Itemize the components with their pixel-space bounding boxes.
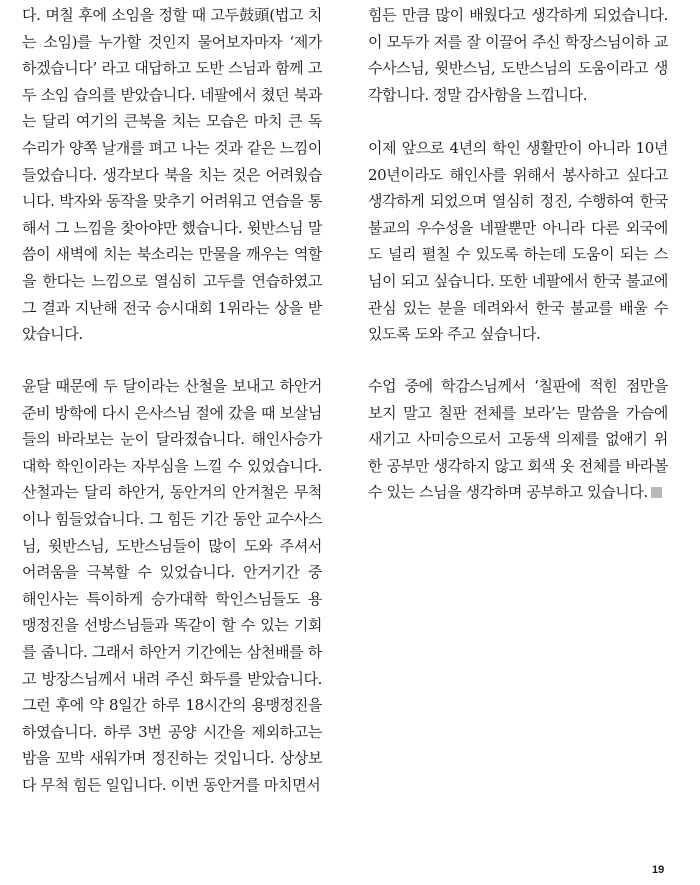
text-line: 힘든 만큼 많이 배웠다고 생각하게 되었습니다.: [368, 6, 668, 24]
right-paragraph-1: [368, 2, 668, 108]
text-line: 씀이 새벽에 치는 북소리는 만물을 깨우는 역할: [22, 245, 322, 264]
text-line: 수 있는 스님을 생각하며 공부하고 있습니다.: [368, 479, 668, 506]
text-line: 도 널리 펼칠 수 있도록 하는데 도움이 되는 스: [368, 245, 668, 264]
text-line: 다 무척 힘든 일입니다. 이번 동안거를 마치면서: [22, 775, 321, 794]
text-line: 준비 방학에 다시 은사스님 절에 갔을 때 보살님: [22, 403, 322, 422]
right-paragraph-2: [368, 135, 668, 348]
text-line: 맹정진을 선방스님들과 똑같이 할 수 있는 기회: [22, 616, 322, 635]
right-paragraph-3: [368, 373, 668, 506]
text-line: 이제 앞으로 4년의 학인 생활만이 아니라 10년: [368, 139, 668, 157]
text-line: 두 소임 습의를 받았습니다. 네팔에서 쳤던 북과: [22, 85, 322, 104]
text-line: 산철과는 달리 하안거, 동안거의 안거철은 무척: [22, 483, 322, 502]
text-line: 들의 바라보는 눈이 달라졌습니다. 해인사승가: [22, 430, 322, 449]
text-line: 20년이라도 해인사를 위해서 봉사하고 싶다고: [368, 165, 668, 184]
text-line: 수사스님, 윗반스님, 도반스님의 도움이라고 생: [368, 59, 668, 78]
text-line: 수리가 양쪽 날개를 펴고 나는 것과 같은 느낌이: [22, 138, 322, 157]
text-line: 윤달 때문에 두 달이라는 산철을 보내고 하안거: [22, 377, 322, 395]
text-line: 한 공부만 생각하지 않고 회색 옷 전체를 바라볼: [368, 456, 668, 475]
text-line: 하였습니다. 하루 3번 공양 시간을 제외하고는: [22, 722, 322, 741]
text-line: 새기고 사미승으로서 고동색 의제를 없애기 위: [368, 430, 668, 449]
text-line: 밤을 꼬박 새워가며 정진하는 것입니다. 상상보: [22, 749, 322, 768]
text-line: 수업 중에 학감스님께서 ‘칠판에 적힌 점만을: [368, 377, 668, 395]
left-paragraph-1: [22, 2, 322, 348]
text-line: 해인사는 특이하게 승가대학 학인스님들도 용: [22, 589, 322, 608]
left-paragraph-2: [22, 373, 322, 799]
text-line: 님이 되고 싶습니다. 또한 네팔에서 한국 불교에: [368, 271, 668, 290]
text-line: 각합니다. 정말 감사함을 느낍니다.: [368, 85, 588, 104]
text-line: 해서 그 느낌을 찾아야만 했습니다. 윗반스님 말: [22, 218, 322, 237]
text-line: 대학 학인이라는 자부심을 느낄 수 있었습니다.: [22, 456, 322, 475]
text-line: 하겠습니다’ 라고 대답하고 도반 스님과 함께 고: [22, 59, 322, 78]
text-line: 들었습니다. 생각보다 북을 치는 것은 어려웠습: [22, 165, 322, 184]
text-line: 그런 후에 약 8일간 하루 18시간의 용맹정진을: [22, 696, 322, 715]
text-line: 어려움을 극복할 수 있었습니다. 안거기간 중: [22, 563, 322, 582]
text-line: 를 줍니다. 그래서 하안거 기간에는 삼천배를 하: [22, 642, 322, 661]
text-line: 이 모두가 저를 잘 이끌어 주신 학장스님이하 교: [368, 32, 668, 51]
end-of-article-mark: [651, 487, 662, 498]
text-line: 니다. 박자와 동작을 맞추기 어려워고 연습을 통: [22, 192, 322, 211]
text-line: 보지 말고 칠판 전체를 보라’는 말씀을 가슴에: [368, 403, 668, 422]
text-line: 불교의 우수성을 네팔뿐만 아니라 다른 외국에: [368, 218, 668, 237]
text-line: 고 방장스님께서 내려 주신 화두를 받았습니다.: [22, 669, 322, 688]
text-line: 다. 며칠 후에 소임을 정할 때 고두鼓頭(법고 치: [22, 6, 322, 24]
text-line: 는 소임)를 누가할 것인지 물어보자마자 ‘제가: [22, 32, 322, 51]
text-line: 이나 힘들었습니다. 그 힘든 기간 동안 교수사스: [22, 509, 322, 528]
text-line: 있도록 도와 주고 싶습니다.: [368, 325, 541, 344]
text-line: 그 결과 지난해 전국 승시대회 1위라는 상을 받: [22, 298, 322, 317]
text-line: 생각하게 되었으며 열심히 정진, 수행하여 한국: [368, 192, 668, 211]
text-line: 관심 있는 분을 데려와서 한국 불교를 배울 수: [368, 298, 668, 317]
text-line: 님, 윗반스님, 도반스님들이 많이 도와 주셔서: [22, 536, 322, 555]
page-number: 19: [652, 864, 665, 876]
text-line: 는 달리 여기의 큰북을 치는 모습은 마치 큰 독: [22, 112, 322, 131]
text-line: 았습니다.: [22, 325, 83, 344]
text-line: 을 한다는 느낌으로 열심히 고두를 연습하였고: [22, 271, 322, 290]
